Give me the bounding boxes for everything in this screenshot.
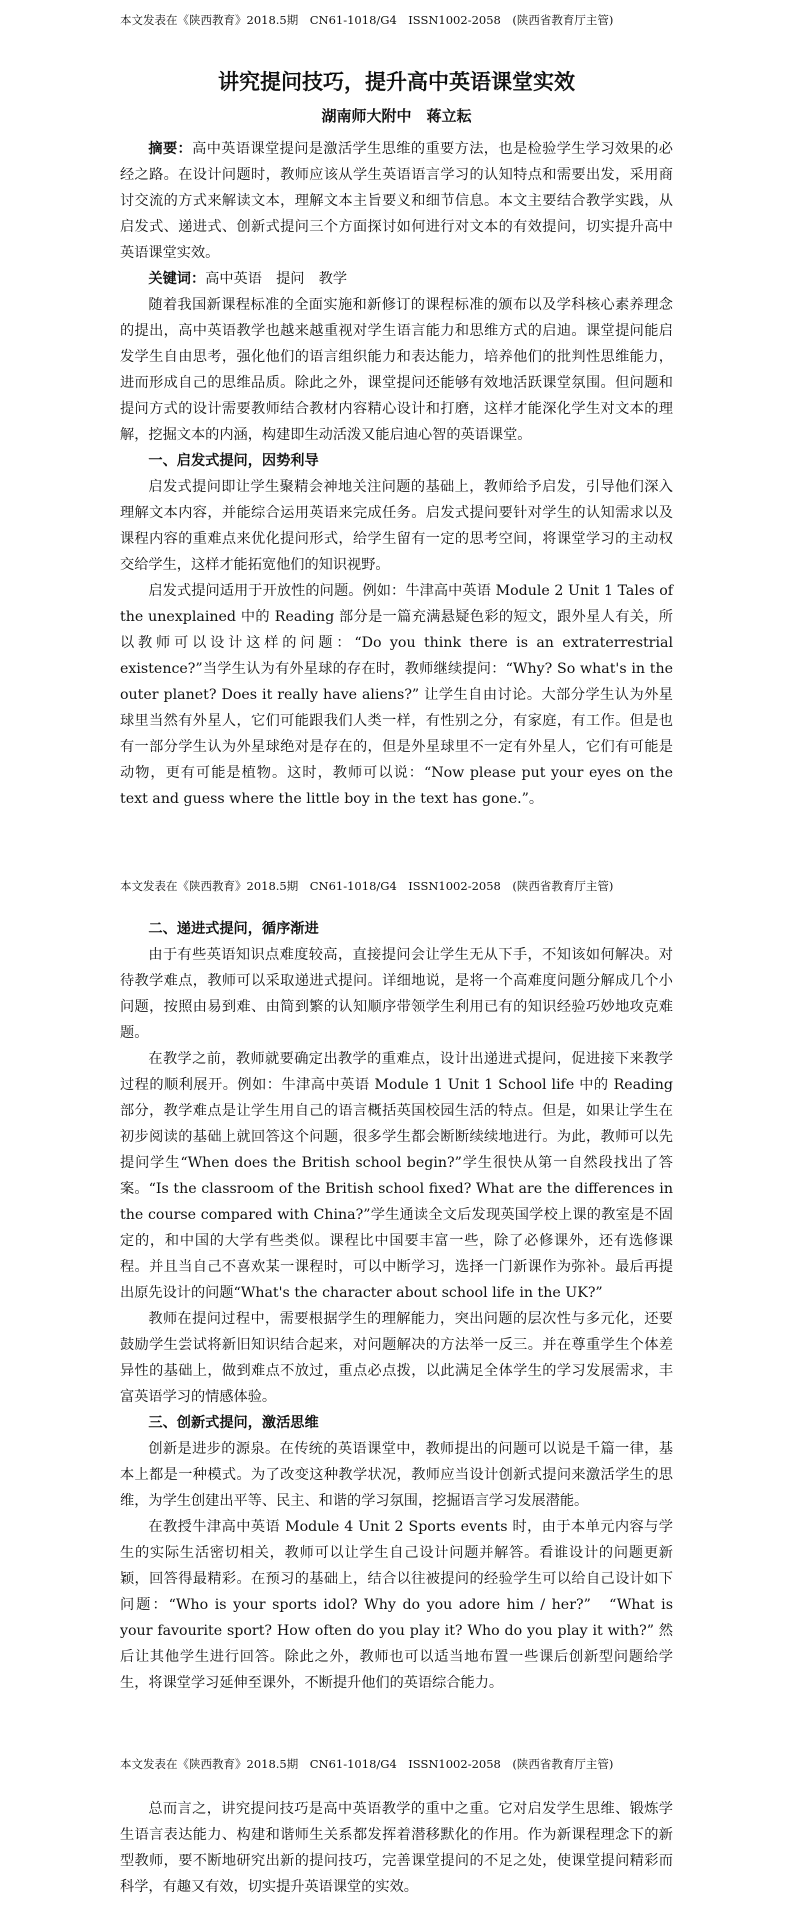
- abstract-label: 摘要：: [148, 141, 193, 157]
- paper-author: 湖南师大附中 蒋立耘: [321, 107, 472, 125]
- section-3-paragraph-1: 创新是进步的源泉。在传统的英语课堂中，教师提出的问题可以说是千篇一律，基本上都是一种模式。为了改变这种教学状况，教师应当设计创新式提问来激活学生的思维，为学生创建出平等、民主、和谐的学习氛围，挖掘语言学习发展潜能。: [120, 1441, 673, 1509]
- abstract-text: 高中英语课堂提问是激活学生思维的重要方法，也是检验学生学习效果的必经之路。在设计问题时，教师应该从学生英语语言学习的认知特点和需要出发，采用商讨交流的方式来解读文本，理解文本主旨要义和细节信息。本文主要结合教学实践，从启发式、递进式、创新式提问三个方面探讨如何进行对文本的有效提问，切实提升高中英语课堂实效。: [120, 141, 673, 261]
- intro-paragraph: 随着我国新课程标准的全面实施和新修订的课程标准的颁布以及学科核心素养理念的提出，高中英语教学也越来越重视对学生语言能力和思维方式的启迪。课堂提问能启发学生自由思考，强化他们的语言组织能力和表达能力，培养他们的批判性思维能力，进而形成自己的思维品质。除此之外，课堂提问还能够有效地活跃课堂氛围。但问题和提问方式的设计需要教师结合教材内容精心设计和打磨，这样才能深化学生对文本的理解，挖掘文本的内涵，构建即生动活泼又能启迪心智的英语课堂。: [120, 297, 673, 443]
- section-1-heading: 一、启发式提问，因势利导: [148, 453, 319, 469]
- section-3-paragraph-2: 在教授牛津高中英语 Module 4 Unit 2 Sports events 时，由于本单元内容与学生的实际生活密切相关，教师可以让学生自己设计问题并解答。看谁设计的问题更新颖，回答得最精彩。在预习的基础上，结合以往被提问的经验学生可以给自己设计如下问题：“Who is your sports idol? Why do you adore him / her?” “What is your favourite sport? How often do you play it? Who do you play it with?” 然后让其他学生进行回答。除此之外，教师也可以适当地布置一些课后创新型问题给学生，将课堂学习延伸至课外，不断提升他们的英语综合能力。: [120, 1519, 673, 1691]
- section-3-heading: 三、创新式提问，激活思维: [148, 1415, 319, 1431]
- section-2-heading: 二、递进式提问，循序渐进: [148, 921, 319, 937]
- section-1-paragraph-1: 启发式提问即让学生聚精会神地关注问题的基础上，教师给予启发，引导他们深入理解文本内容，并能综合运用英语来完成任务。启发式提问要针对学生的认知需求以及课程内容的重难点来优化提问形式，给学生留有一定的思考空间，将课堂学习的主动权交给学生，这样才能拓宽他们的知识视野。: [120, 479, 673, 573]
- journal-header: 本文发表在《陕西教育》2018.5期 CN61-1018/G4 ISSN1002-2058 (陕西省教育厅主管): [120, 13, 614, 27]
- conclusion-block: [120, 1796, 673, 1900]
- abstract-paragraph: [120, 136, 673, 266]
- section-2-paragraph-3: 教师在提问过程中，需要根据学生的理解能力，突出问题的层次性与多元化，还要鼓励学生尝试将新旧知识结合起来，对问题解决的方法举一反三。并在尊重学生个体差异性的基础上，做到难点不放过，重点必点拨，以此满足全体学生的学习发展需求，丰富英语学习的情感体验。: [120, 1311, 673, 1405]
- keywords-paragraph: [120, 266, 673, 292]
- journal-header: 本文发表在《陕西教育》2018.5期 CN61-1018/G4 ISSN1002-2058 (陕西省教育厅主管): [120, 879, 614, 893]
- conclusion-paragraph: 总而言之，讲究提问技巧是高中英语教学的重中之重。它对启发学生思维、锻炼学生语言表达能力、构建和谐师生关系都发挥着潜移默化的作用。作为新课程理念下的新型教师，要不断地研究出新的提问技巧，完善课堂提问的不足之处，使课堂提问精彩而科学，有趣又有效，切实提升英语课堂的实效。: [120, 1801, 673, 1895]
- journal-header: 本文发表在《陕西教育》2018.5期 CN61-1018/G4 ISSN1002-2058 (陕西省教育厅主管): [120, 1757, 614, 1771]
- abstract-block: [120, 136, 673, 812]
- section-2-block: [120, 916, 673, 1696]
- section-1-paragraph-2: 启发式提问适用于开放性的问题。例如：牛津高中英语 Module 2 Unit 1 Tales of the unexplained 中的 Reading 部分是一篇充满悬疑色彩的短文，跟外星人有关，所以教师可以设计这样的问题：“Do you think there is an extraterrestrial existence?”当学生认为有外星球的存在时，教师继续提问：“Why? So what's in the outer planet? Does it really have aliens?” 让学生自由讨论。大部分学生认为外星球里当然有外星人，它们可能跟我们人类一样，有性别之分，有家庭，有工作。但是也有一部分学生认为外星球绝对是存在的，但是外星球里不一定有外星人，它们有可能是动物，更有可能是植物。这时，教师可以说：“Now please put your eyes on the text and guess where the little boy in the text has gone.”。: [120, 583, 673, 807]
- section-2-paragraph-1: 由于有些英语知识点难度较高，直接提问会让学生无从下手，不知该如何解决。对待教学难点，教师可以采取递进式提问。详细地说，是将一个高难度问题分解成几个小问题，按照由易到难、由简到繁的认知顺序带领学生利用已有的知识经验巧妙地攻克难题。: [120, 947, 673, 1041]
- paper-title: 讲究提问技巧，提升高中英语课堂实效: [218, 69, 575, 94]
- section-2-paragraph-2: 在教学之前，教师就要确定出教学的重难点，设计出递进式提问，促进接下来教学过程的顺利展开。例如：牛津高中英语 Module 1 Unit 1 School life 中的 Reading 部分，教学难点是让学生用自己的语言概括英国校园生活的特点。但是，如果让学生在初步阅读的基础上就回答这个问题，很多学生都会断断续续地进行。为此，教师可以先提问学生“When does the British school begin?”学生很快从第一自然段找出了答案。“Is the classroom of the British school fixed? What are the differences in the course compared with China?”学生通读全文后发现英国学校上课的教室是不固定的，和中国的大学有些类似。课程比中国要丰富一些，除了必修课外，还有选修课程。并且当自己不喜欢某一课程时，可以中断学习，选择一门新课作为弥补。最后再提出原先设计的问题“What's the character about school life in the UK?”: [120, 1051, 673, 1301]
- keywords-text: 高中英语 提问 教学: [205, 271, 348, 287]
- keywords-label: 关键词：: [148, 271, 206, 287]
